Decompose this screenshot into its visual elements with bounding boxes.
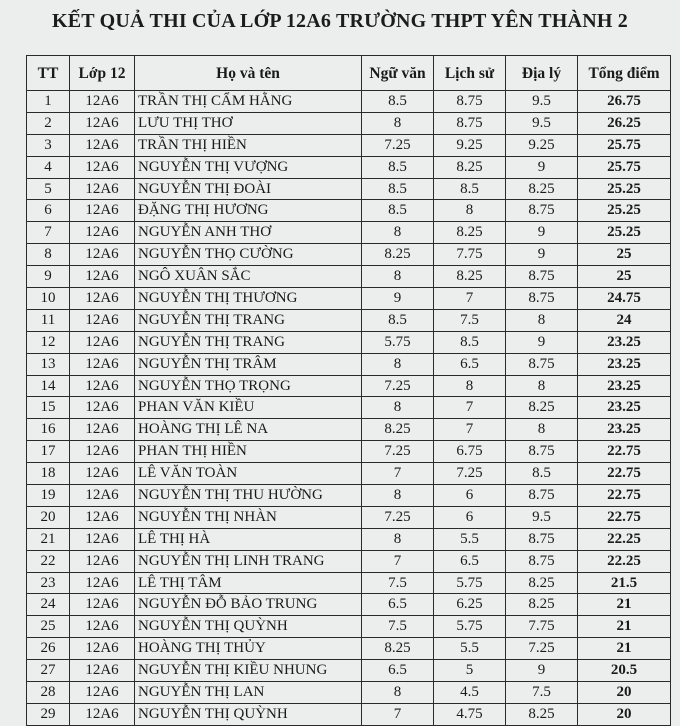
geography-score: 9: [506, 331, 578, 353]
class-cell: 12A6: [70, 288, 135, 310]
class-cell: 12A6: [70, 112, 135, 134]
history-score: 8.25: [434, 156, 506, 178]
student-name: NGUYỄN THỌ CƯỜNG: [135, 244, 362, 266]
geography-score: 9.5: [506, 506, 578, 528]
history-score: 5.5: [434, 638, 506, 660]
row-number: 14: [27, 375, 70, 397]
table-row: [27, 244, 671, 266]
table-row: [27, 638, 671, 660]
row-number: 29: [27, 703, 70, 725]
table-header-row: [27, 56, 671, 91]
literature-score: 7.25: [362, 506, 434, 528]
geography-score: 9: [506, 244, 578, 266]
student-name: NGUYỄN THỊ KIỀU NHUNG: [135, 660, 362, 682]
row-number: 9: [27, 266, 70, 288]
geography-score: 7.25: [506, 638, 578, 660]
class-cell: 12A6: [70, 309, 135, 331]
geography-score: 8.75: [506, 266, 578, 288]
total-score: 22.25: [578, 550, 671, 572]
table-row: [27, 419, 671, 441]
total-score: 21: [578, 594, 671, 616]
history-score: 8.25: [434, 222, 506, 244]
class-cell: 12A6: [70, 222, 135, 244]
history-score: 6: [434, 485, 506, 507]
total-score: 25: [578, 244, 671, 266]
literature-score: 7: [362, 463, 434, 485]
class-cell: 12A6: [70, 353, 135, 375]
class-cell: 12A6: [70, 244, 135, 266]
class-cell: 12A6: [70, 331, 135, 353]
student-name: PHAN VĂN KIỀU: [135, 397, 362, 419]
student-name: NGUYỄN THỊ THU HƯỜNG: [135, 485, 362, 507]
student-name: LÊ VĂN TOÀN: [135, 463, 362, 485]
total-score: 25.25: [578, 222, 671, 244]
literature-score: 8.5: [362, 156, 434, 178]
class-cell: 12A6: [70, 638, 135, 660]
row-number: 26: [27, 638, 70, 660]
total-score: 25.25: [578, 178, 671, 200]
row-number: 20: [27, 506, 70, 528]
geography-score: 9: [506, 222, 578, 244]
header-name: Họ và tên: [135, 56, 362, 91]
table-row: [27, 309, 671, 331]
total-score: 20.5: [578, 660, 671, 682]
table-body: [27, 91, 671, 726]
row-number: 23: [27, 572, 70, 594]
student-name: NGUYỄN THỊ TRÂM: [135, 353, 362, 375]
row-number: 17: [27, 441, 70, 463]
literature-score: 7: [362, 550, 434, 572]
literature-score: 8.5: [362, 200, 434, 222]
class-cell: 12A6: [70, 463, 135, 485]
row-number: 6: [27, 200, 70, 222]
header-tt: TT: [27, 56, 70, 91]
history-score: 5: [434, 660, 506, 682]
total-score: 23.25: [578, 419, 671, 441]
table-row: [27, 200, 671, 222]
table-row: [27, 112, 671, 134]
student-name: NGUYỄN THỊ THƯƠNG: [135, 288, 362, 310]
row-number: 28: [27, 682, 70, 704]
geography-score: 9.5: [506, 91, 578, 113]
history-score: 9.25: [434, 134, 506, 156]
page-title: KẾT QUẢ THI CỦA LỚP 12A6 TRƯỜNG THPT YÊN THÀNH 2: [51, 10, 628, 32]
literature-score: 8.25: [362, 419, 434, 441]
header-total: Tổng điểm: [578, 56, 671, 91]
total-score: 23.25: [578, 353, 671, 375]
literature-score: 7: [362, 703, 434, 725]
literature-score: 8: [362, 682, 434, 704]
history-score: 8: [434, 375, 506, 397]
class-cell: 12A6: [70, 397, 135, 419]
student-name: NGUYỄN THỊ LAN: [135, 682, 362, 704]
class-cell: 12A6: [70, 200, 135, 222]
literature-score: 5.75: [362, 331, 434, 353]
student-name: NGUYỄN THỌ TRỌNG: [135, 375, 362, 397]
literature-score: 8: [362, 353, 434, 375]
header-literature: Ngữ văn: [362, 56, 434, 91]
total-score: 24.75: [578, 288, 671, 310]
literature-score: 8: [362, 266, 434, 288]
literature-score: 8: [362, 397, 434, 419]
history-score: 5.5: [434, 528, 506, 550]
student-name: LÊ THỊ HÀ: [135, 528, 362, 550]
header-geography: Địa lý: [506, 56, 578, 91]
table-row: [27, 178, 671, 200]
history-score: 8: [434, 200, 506, 222]
literature-score: 6.5: [362, 594, 434, 616]
geography-score: 8.25: [506, 572, 578, 594]
table-row: [27, 594, 671, 616]
history-score: 5.75: [434, 572, 506, 594]
total-score: 22.75: [578, 506, 671, 528]
table-row: [27, 463, 671, 485]
literature-score: 8.25: [362, 244, 434, 266]
table-row: [27, 288, 671, 310]
geography-score: 9: [506, 660, 578, 682]
geography-score: 8.75: [506, 353, 578, 375]
literature-score: 9: [362, 288, 434, 310]
table-row: [27, 485, 671, 507]
student-name: NGUYỄN THỊ ĐOÀI: [135, 178, 362, 200]
student-name: NGUYỄN THỊ TRANG: [135, 309, 362, 331]
geography-score: 8.75: [506, 550, 578, 572]
table-row: [27, 266, 671, 288]
row-number: 13: [27, 353, 70, 375]
literature-score: 6.5: [362, 660, 434, 682]
header-class: Lớp 12: [70, 56, 135, 91]
history-score: 8.5: [434, 178, 506, 200]
total-score: 20: [578, 682, 671, 704]
literature-score: 7.5: [362, 616, 434, 638]
history-score: 6.75: [434, 441, 506, 463]
class-cell: 12A6: [70, 375, 135, 397]
row-number: 3: [27, 134, 70, 156]
row-number: 8: [27, 244, 70, 266]
student-name: ĐẶNG THỊ HƯƠNG: [135, 200, 362, 222]
history-score: 7: [434, 397, 506, 419]
student-name: NGUYỄN THỊ QUỲNH: [135, 616, 362, 638]
literature-score: 8: [362, 528, 434, 550]
history-score: 7: [434, 288, 506, 310]
row-number: 2: [27, 112, 70, 134]
geography-score: 8.25: [506, 594, 578, 616]
literature-score: 8.5: [362, 309, 434, 331]
history-score: 8.25: [434, 266, 506, 288]
geography-score: 8: [506, 419, 578, 441]
row-number: 12: [27, 331, 70, 353]
student-name: NGÔ XUÂN SẮC: [135, 266, 362, 288]
geography-score: 8.75: [506, 288, 578, 310]
table-row: [27, 682, 671, 704]
student-name: HOÀNG THỊ THỦY: [135, 638, 362, 660]
row-number: 4: [27, 156, 70, 178]
geography-score: 9.5: [506, 112, 578, 134]
table-row: [27, 616, 671, 638]
geography-score: 8.25: [506, 178, 578, 200]
total-score: 25.25: [578, 200, 671, 222]
total-score: 21: [578, 638, 671, 660]
history-score: 6.5: [434, 353, 506, 375]
geography-score: 8.75: [506, 485, 578, 507]
literature-score: 7.25: [362, 441, 434, 463]
student-name: LƯU THỊ THƠ: [135, 112, 362, 134]
results-table: [26, 55, 671, 726]
literature-score: 8: [362, 485, 434, 507]
history-score: 8.75: [434, 112, 506, 134]
class-cell: 12A6: [70, 506, 135, 528]
total-score: 23.25: [578, 375, 671, 397]
geography-score: 9.25: [506, 134, 578, 156]
student-name: HOÀNG THỊ LÊ NA: [135, 419, 362, 441]
table-row: [27, 91, 671, 113]
table-row: [27, 660, 671, 682]
total-score: 21.5: [578, 572, 671, 594]
table-row: [27, 397, 671, 419]
row-number: 27: [27, 660, 70, 682]
geography-score: 7.75: [506, 616, 578, 638]
table-row: [27, 331, 671, 353]
class-cell: 12A6: [70, 134, 135, 156]
class-cell: 12A6: [70, 441, 135, 463]
header-history: Lịch sử: [434, 56, 506, 91]
total-score: 21: [578, 616, 671, 638]
row-number: 22: [27, 550, 70, 572]
row-number: 10: [27, 288, 70, 310]
student-name: LÊ THỊ TÂM: [135, 572, 362, 594]
student-name: NGUYỄN THỊ NHÀN: [135, 506, 362, 528]
literature-score: 7.5: [362, 572, 434, 594]
row-number: 24: [27, 594, 70, 616]
row-number: 21: [27, 528, 70, 550]
row-number: 19: [27, 485, 70, 507]
geography-score: 8: [506, 309, 578, 331]
geography-score: 8.75: [506, 528, 578, 550]
total-score: 26.25: [578, 112, 671, 134]
total-score: 22.75: [578, 441, 671, 463]
literature-score: 8: [362, 222, 434, 244]
history-score: 6.25: [434, 594, 506, 616]
table-row: [27, 703, 671, 725]
table-row: [27, 550, 671, 572]
class-cell: 12A6: [70, 485, 135, 507]
total-score: 25.75: [578, 134, 671, 156]
literature-score: 8.25: [362, 638, 434, 660]
table-row: [27, 441, 671, 463]
row-number: 11: [27, 309, 70, 331]
table-row: [27, 375, 671, 397]
row-number: 15: [27, 397, 70, 419]
total-score: 20: [578, 703, 671, 725]
literature-score: 8.5: [362, 91, 434, 113]
history-score: 7.75: [434, 244, 506, 266]
table-row: [27, 156, 671, 178]
row-number: 16: [27, 419, 70, 441]
geography-score: 8.5: [506, 463, 578, 485]
geography-score: 9: [506, 156, 578, 178]
history-score: 7: [434, 419, 506, 441]
class-cell: 12A6: [70, 660, 135, 682]
class-cell: 12A6: [70, 156, 135, 178]
student-name: NGUYỄN THỊ LINH TRANG: [135, 550, 362, 572]
table-row: [27, 353, 671, 375]
class-cell: 12A6: [70, 178, 135, 200]
history-score: 7.25: [434, 463, 506, 485]
student-name: NGUYỄN THỊ TRANG: [135, 331, 362, 353]
total-score: 25: [578, 266, 671, 288]
student-name: NGUYỄN ĐỖ BẢO TRUNG: [135, 594, 362, 616]
geography-score: 8: [506, 375, 578, 397]
class-cell: 12A6: [70, 572, 135, 594]
student-name: NGUYỄN THỊ VƯỢNG: [135, 156, 362, 178]
student-name: TRẦN THỊ HIỀN: [135, 134, 362, 156]
row-number: 5: [27, 178, 70, 200]
total-score: 22.75: [578, 463, 671, 485]
history-score: 8.75: [434, 91, 506, 113]
history-score: 7.5: [434, 309, 506, 331]
geography-score: 7.5: [506, 682, 578, 704]
geography-score: 8.75: [506, 200, 578, 222]
total-score: 22.75: [578, 485, 671, 507]
total-score: 23.25: [578, 397, 671, 419]
geography-score: 8.25: [506, 397, 578, 419]
history-score: 6.5: [434, 550, 506, 572]
literature-score: 7.25: [362, 375, 434, 397]
total-score: 26.75: [578, 91, 671, 113]
class-cell: 12A6: [70, 682, 135, 704]
total-score: 24: [578, 309, 671, 331]
table-row: [27, 506, 671, 528]
table-row: [27, 528, 671, 550]
row-number: 7: [27, 222, 70, 244]
class-cell: 12A6: [70, 616, 135, 638]
student-name: TRẦN THỊ CẨM HẰNG: [135, 91, 362, 113]
class-cell: 12A6: [70, 703, 135, 725]
class-cell: 12A6: [70, 550, 135, 572]
row-number: 25: [27, 616, 70, 638]
class-cell: 12A6: [70, 419, 135, 441]
student-name: NGUYỄN ANH THƠ: [135, 222, 362, 244]
history-score: 4.5: [434, 682, 506, 704]
table-row: [27, 222, 671, 244]
literature-score: 8: [362, 112, 434, 134]
history-score: 5.75: [434, 616, 506, 638]
table-row: [27, 572, 671, 594]
class-cell: 12A6: [70, 594, 135, 616]
history-score: 4.75: [434, 703, 506, 725]
history-score: 6: [434, 506, 506, 528]
student-name: NGUYỄN THỊ QUỲNH: [135, 703, 362, 725]
literature-score: 7.25: [362, 134, 434, 156]
history-score: 8.5: [434, 331, 506, 353]
literature-score: 8.5: [362, 178, 434, 200]
row-number: 18: [27, 463, 70, 485]
total-score: 22.25: [578, 528, 671, 550]
table-row: [27, 134, 671, 156]
total-score: 23.25: [578, 331, 671, 353]
class-cell: 12A6: [70, 91, 135, 113]
class-cell: 12A6: [70, 266, 135, 288]
student-name: PHAN THỊ HIỀN: [135, 441, 362, 463]
row-number: 1: [27, 91, 70, 113]
geography-score: 8.25: [506, 703, 578, 725]
class-cell: 12A6: [70, 528, 135, 550]
total-score: 25.75: [578, 156, 671, 178]
geography-score: 8.75: [506, 441, 578, 463]
